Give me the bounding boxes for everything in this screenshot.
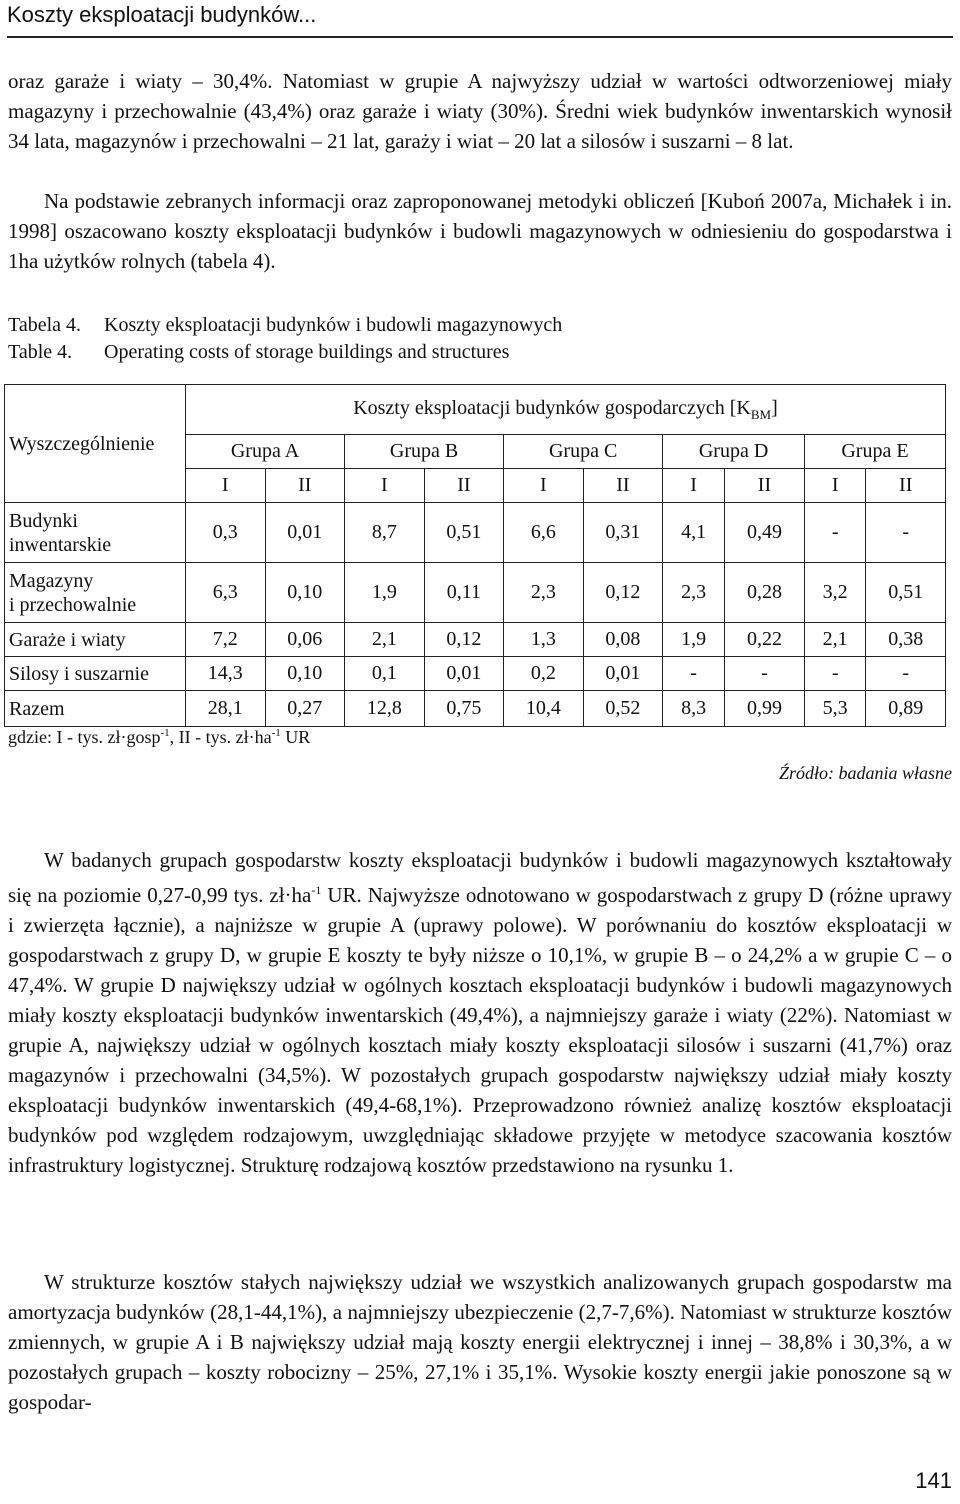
page-number: 141 — [915, 1468, 952, 1493]
cell: 0,3 — [186, 503, 266, 563]
cell: 0,11 — [424, 563, 504, 623]
footnote-part: , II - tys. zł·ha — [169, 727, 272, 747]
cell: 0,01 — [424, 657, 504, 691]
cell: 6,3 — [186, 563, 266, 623]
cell: 3,2 — [804, 563, 865, 623]
table-row — [5, 691, 946, 727]
cell: 2,1 — [804, 623, 865, 657]
header-rule — [7, 36, 953, 38]
cell: 0,51 — [424, 503, 504, 563]
cell: 10,4 — [504, 691, 584, 727]
table-row — [5, 503, 946, 563]
row-label — [5, 563, 186, 623]
cell: 6,6 — [504, 503, 584, 563]
cell: 0,10 — [265, 563, 345, 623]
cell: - — [724, 657, 804, 691]
cell: - — [866, 503, 946, 563]
cell: - — [804, 503, 865, 563]
paragraph-2: Na podstawie zebranych informacji oraz zaproponowanej metodyki obliczeń [Kuboń 2007a, Michałek i in. 1998] oszacowano koszty eksploatacji budynków i budowli magazynowych w odniesieniu do gospodarstwa i 1ha użytków rolnych (tabela 4). — [8, 189, 952, 273]
cell: 0,01 — [583, 657, 663, 691]
cell: 0,2 — [504, 657, 584, 691]
cell: 0,01 — [265, 503, 345, 563]
table-caption-pl — [8, 312, 562, 339]
footnote-part: gdzie: I - tys. zł·gosp — [8, 727, 161, 747]
table-footnote — [8, 727, 310, 748]
row-label — [5, 503, 186, 563]
subcol-header: II — [866, 469, 946, 503]
cell: 0,51 — [866, 563, 946, 623]
paragraph-3 — [8, 845, 952, 1180]
cell: 0,1 — [345, 657, 425, 691]
table-source: Źródło: badania własne — [778, 763, 952, 783]
cell: 4,1 — [663, 503, 725, 563]
cell: 0,22 — [724, 623, 804, 657]
cell: - — [663, 657, 725, 691]
running-title: Koszty eksploatacji budynków... — [7, 2, 317, 27]
row-label-line: Magazyny — [9, 569, 94, 592]
cell: 0,27 — [265, 691, 345, 727]
paragraph-3-sup: -1 — [311, 883, 322, 897]
group-header: Grupa A — [186, 435, 345, 469]
cell: 14,3 — [186, 657, 266, 691]
subcol-header: I — [663, 469, 725, 503]
caption-en-text: Operating costs of storage buildings and structures — [104, 341, 510, 363]
table-row — [5, 563, 946, 623]
cell: 0,06 — [265, 623, 345, 657]
super-header — [186, 385, 946, 435]
cell: - — [866, 657, 946, 691]
caption-en-label: Table 4. — [8, 341, 73, 363]
cell: 8,3 — [663, 691, 725, 727]
row-label-line: Budynki — [9, 509, 78, 532]
cell: 28,1 — [186, 691, 266, 727]
caption-pl-label: Tabela 4. — [8, 314, 82, 336]
group-header: Grupa E — [804, 435, 945, 469]
cell: - — [804, 657, 865, 691]
cell: 1,9 — [345, 563, 425, 623]
paragraph-3-part: UR. Najwyższe odnotowano w gospodarstwach z grupy D (różne uprawy i zwierzęta łącznie), a najniższe w grupie A (uprawy polowe). W porównaniu do kosztów eksploatacji w gospodarstwach z grupy D, w grupie E koszty te były niższe o 10,1%, w grupie B – o 24,2% a w grupie C – o 47,4%. W grupie D największy udział w ogólnych kosztach eksploatacji budynków i budowli magazynowych miały koszty eksploatacji budynków inwentarskich (49,4%), a najmniejszy garaże i wiaty (22%). Natomiast w grupie A, największy udział w ogólnych kosztach miały koszty eksploatacji silosów i suszarni (41,7%) oraz magazynów i przechowalni (34,5%). W pozostałych grupach gospodarstw największy udział miały koszty eksploatacji budynków inwentarskich (49,4-68,1%). Przeprowadzono również analizę kosztów eksploatacji budynków pod względem rodzajowym, uwzględniając składowe przyjęte w metodyce szacowania kosztów infrastruktury logistycznej. Strukturę rodzajową kosztów przedstawiono na rysunku 1. — [8, 883, 953, 1177]
cell: 5,3 — [804, 691, 865, 727]
cell: 8,7 — [345, 503, 425, 563]
cell: 0,38 — [866, 623, 946, 657]
footnote-sup: -1 — [160, 727, 170, 739]
cell: 0,10 — [265, 657, 345, 691]
super-header-subscript: BM — [750, 406, 772, 422]
super-header-text: Koszty eksploatacji budynków gospodarczych [K — [353, 396, 751, 419]
stub-header: Wyszczególnienie — [5, 385, 186, 503]
group-header: Grupa C — [504, 435, 663, 469]
subcol-header: I — [504, 469, 584, 503]
row-label: Garaże i wiaty — [5, 623, 186, 657]
cell: 2,3 — [504, 563, 584, 623]
group-header: Grupa B — [345, 435, 504, 469]
row-label: Razem — [5, 691, 186, 727]
table-caption-en — [8, 339, 509, 366]
cell: 1,9 — [663, 623, 725, 657]
subcol-header: II — [424, 469, 504, 503]
subcol-header: II — [583, 469, 663, 503]
cell: 0,99 — [724, 691, 804, 727]
cell: 0,28 — [724, 563, 804, 623]
row-label-line: inwentarskie — [9, 533, 112, 556]
paragraph-4: W strukturze kosztów stałych największy udział we wszystkich analizowanych grupach gospodarstw ma amortyzacja budynków (28,1-44,1%), a najmniejszy ubezpieczenie (2,7-7,6%). Natomiast w strukturze kosztów zmiennych, w grupie A i B największy udział mają koszty energii elektrycznej i innej – 38,8% i 30,3%, a w pozostałych grupach – koszty robocizny – 25%, 27,1% i 35,1%. Wysokie koszty energii jakie ponoszone są w gospodar- — [8, 1270, 952, 1414]
cell: 2,1 — [345, 623, 425, 657]
table-row — [5, 623, 946, 657]
cost-table — [4, 384, 946, 727]
cell: 0,89 — [866, 691, 946, 727]
paragraph-1: oraz garaże i wiaty – 30,4%. Natomiast w grupie A najwyższy udział w wartości odtworzeniowej miały magazyny i przechowalnie (43,4%) oraz garaże i wiaty (30%). Średni wiek budynków inwentarskich wynosił 34 lata, magazynów i przechowalni – 21 lat, garaży i wiat – 20 lat a silosów i suszarni – 8 lat. — [8, 69, 952, 153]
subcol-header: I — [804, 469, 865, 503]
subcol-header: II — [724, 469, 804, 503]
caption-pl-text: Koszty eksploatacji budynków i budowli magazynowych — [104, 314, 563, 336]
footnote-part: UR — [280, 727, 311, 747]
subcol-header: II — [265, 469, 345, 503]
footnote-sup: -1 — [271, 727, 281, 739]
cell: 2,3 — [663, 563, 725, 623]
cell: 0,75 — [424, 691, 504, 727]
subcol-header: I — [345, 469, 425, 503]
row-label: Silosy i suszarnie — [5, 657, 186, 691]
cell: 12,8 — [345, 691, 425, 727]
paragraph-3-part: W badanych grupach gospodarstw koszty eksploatacji budynków i budowli magazynowych kształtowały się na poziomie 0,27-0,99 tys. zł·ha — [8, 848, 952, 907]
super-header-end: ] — [771, 396, 778, 419]
cell: 0,52 — [583, 691, 663, 727]
subcol-header: I — [186, 469, 266, 503]
cell: 1,3 — [504, 623, 584, 657]
table-row — [5, 657, 946, 691]
cell: 0,12 — [583, 563, 663, 623]
cell: 0,12 — [424, 623, 504, 657]
cell: 0,49 — [724, 503, 804, 563]
cell: 0,08 — [583, 623, 663, 657]
row-label-line: i przechowalnie — [9, 593, 137, 616]
group-header: Grupa D — [663, 435, 805, 469]
cell: 0,31 — [583, 503, 663, 563]
cell: 7,2 — [186, 623, 266, 657]
